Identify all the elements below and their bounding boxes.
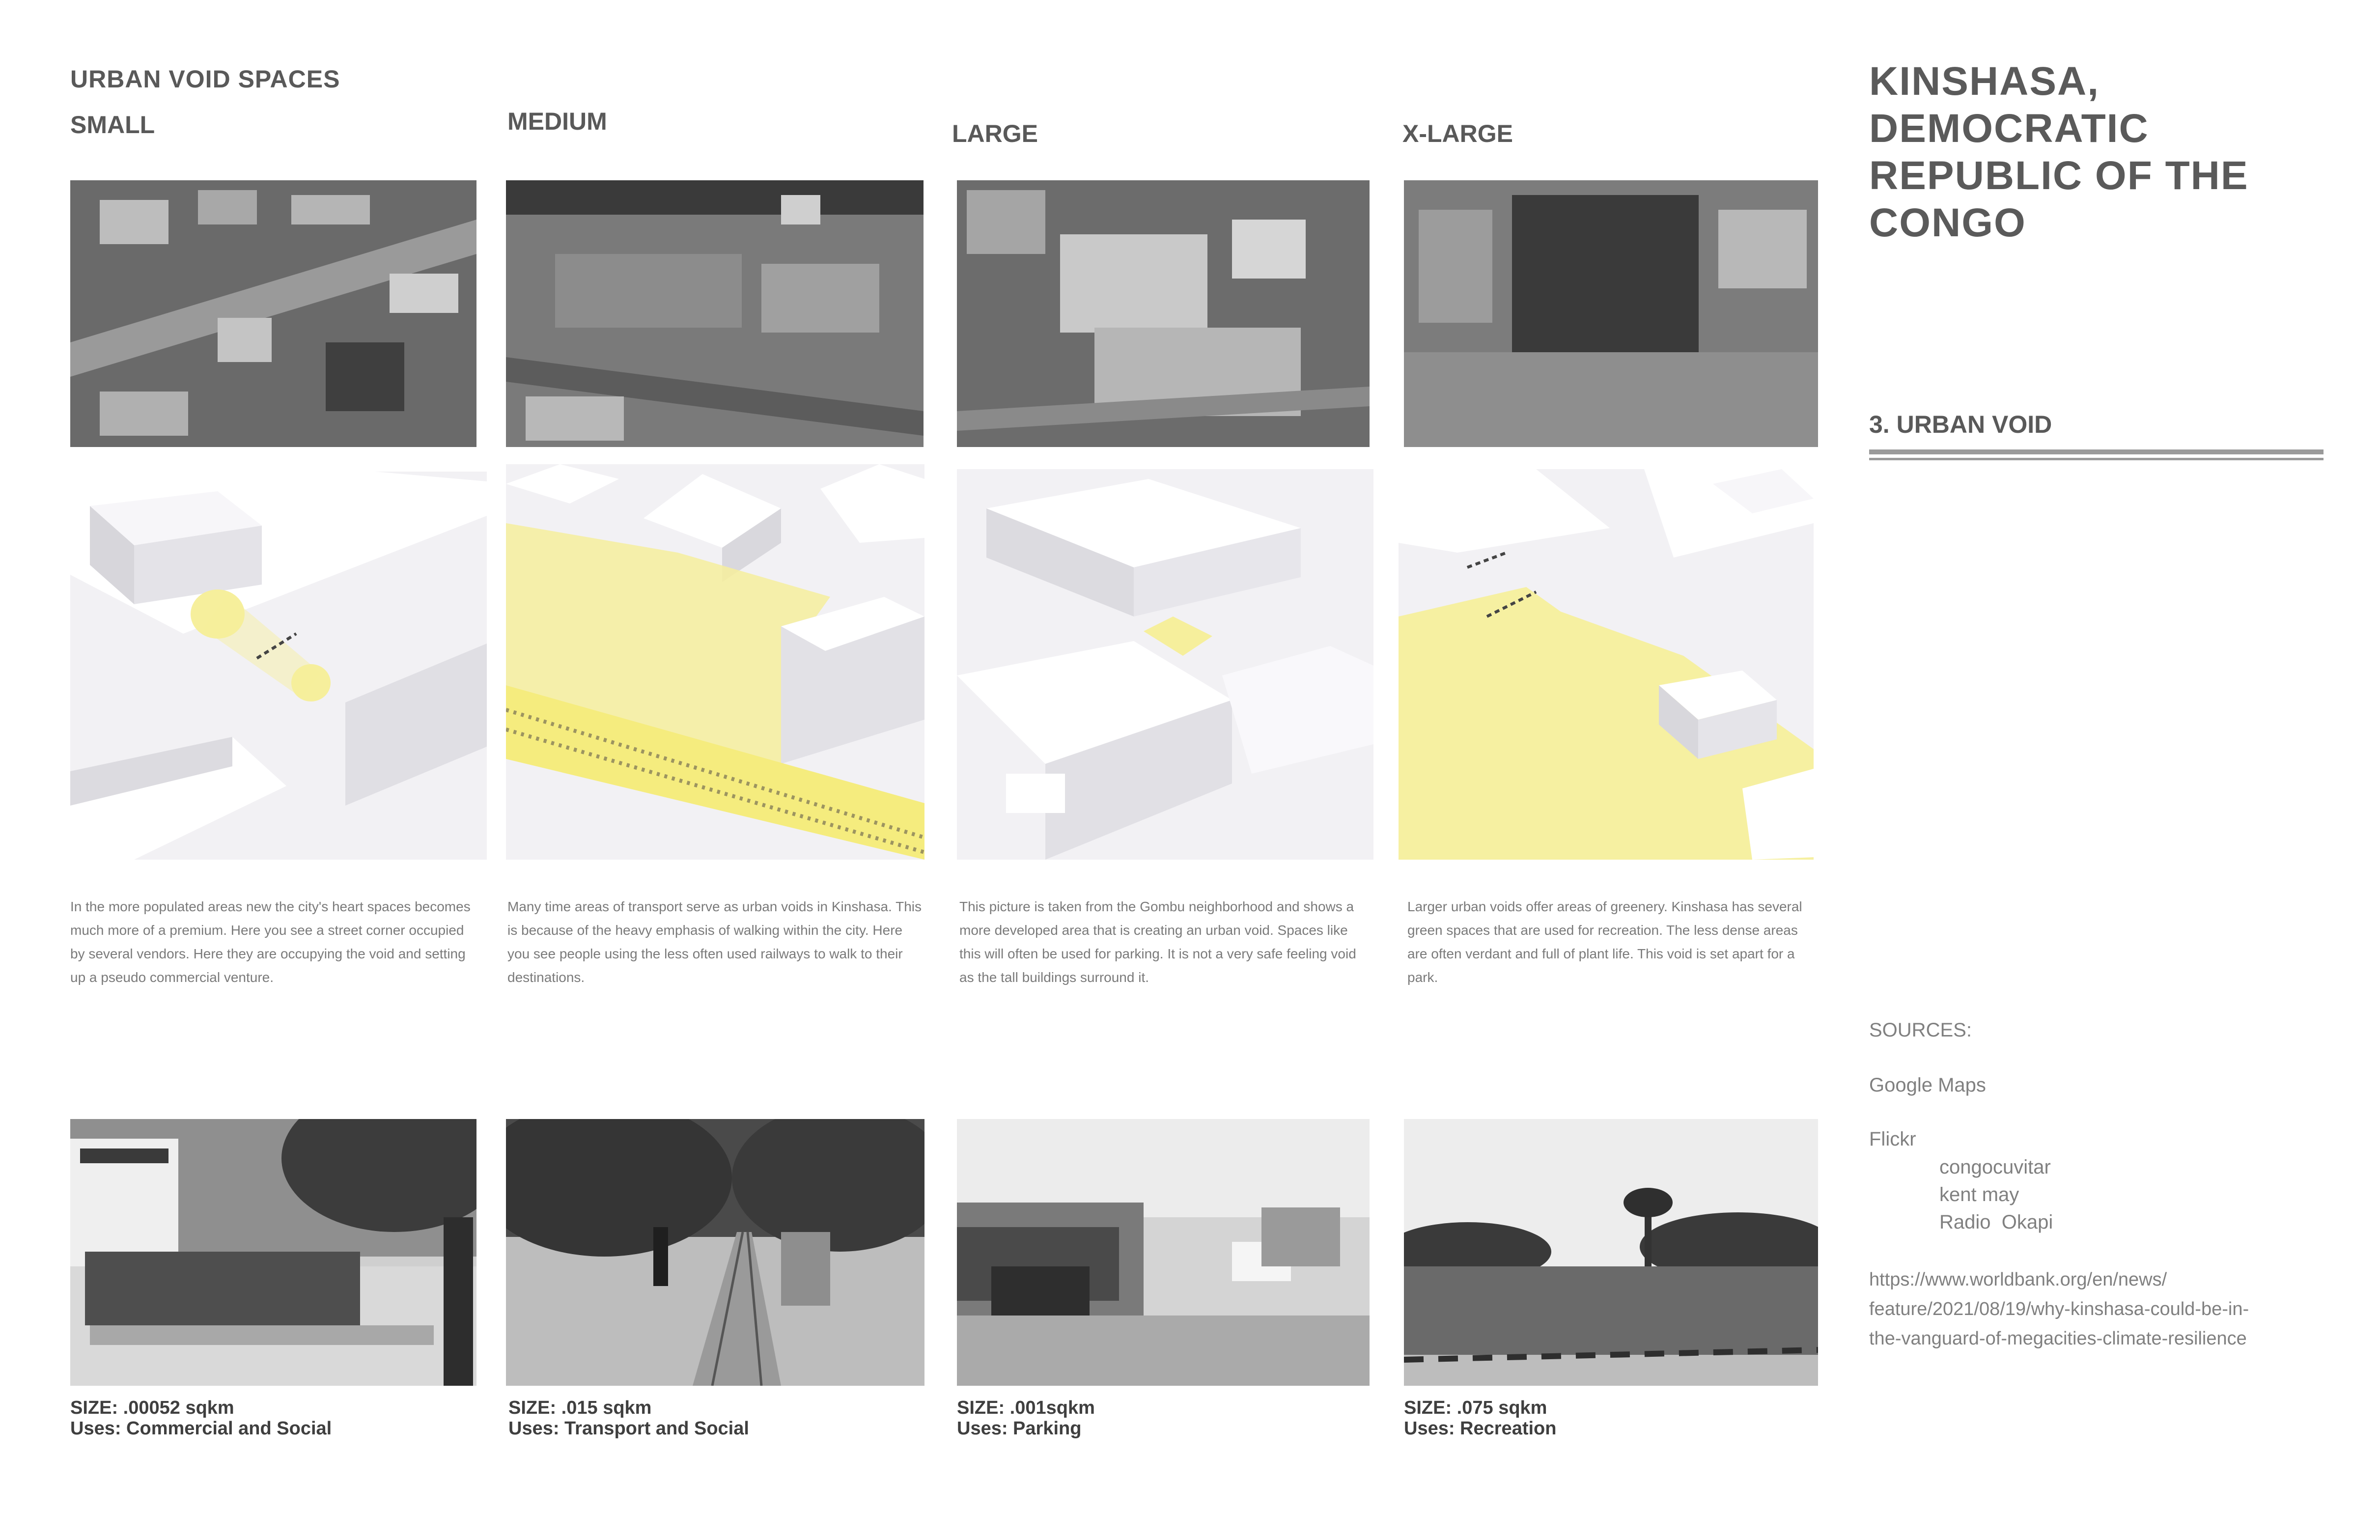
column-title-xlarge: X-LARGE <box>1402 120 1513 147</box>
photo-graphic-small <box>70 1119 476 1386</box>
size-xlarge <box>1404 1398 1556 1439</box>
column-title-small: SMALL <box>70 111 155 139</box>
photo-graphic-medium <box>506 1119 924 1386</box>
size-large <box>957 1398 1095 1439</box>
photo-large <box>957 1119 1370 1386</box>
render-graphic-small <box>70 472 487 860</box>
size-value-xlarge: SIZE: .075 sqkm <box>1404 1398 1547 1418</box>
aerial-graphic-medium <box>506 180 924 447</box>
photo-graphic-xlarge <box>1404 1119 1818 1386</box>
description-medium: Many time areas of transport serve as urban voids in Kinshasa. This is because of the heavy emphasis of walking within the city. Here you see people using the less often used railways to walk to their destinations. <box>507 899 922 985</box>
uses-large: Uses: Parking <box>957 1418 1082 1439</box>
render-image-small <box>70 472 487 860</box>
section-divider <box>1869 449 2324 454</box>
sources-label: SOURCES: <box>1869 1019 1972 1041</box>
photo-small <box>70 1119 476 1386</box>
section-divider-thin <box>1869 458 2324 460</box>
flickr-user: Radio Okapi <box>1939 1211 2053 1233</box>
render-graphic-medium <box>506 464 924 860</box>
uses-xlarge: Uses: Recreation <box>1404 1418 1557 1439</box>
size-value-large: SIZE: .001sqkm <box>957 1398 1095 1418</box>
location-line: DEMOCRATIC <box>1869 106 2149 151</box>
description-xlarge: Larger urban voids offer areas of greenery. Kinshasa has several green spaces that are used for recreation. The less dense areas are often verdant and full of plant life. This void is set apart for a park. <box>1407 899 1802 985</box>
flickr-user: congocuvitar <box>1939 1156 2051 1178</box>
location-line: KINSHASA, <box>1869 59 2100 104</box>
render-graphic-large <box>957 469 1373 860</box>
aerial-image-xlarge <box>1404 180 1818 447</box>
source-flickr: Flickr <box>1869 1128 1916 1150</box>
uses-medium: Uses: Transport and Social <box>508 1418 749 1439</box>
size-value-small: SIZE: .00052 sqkm <box>70 1398 234 1418</box>
location-title <box>1869 58 2311 247</box>
aerial-image-large <box>957 180 1370 447</box>
render-image-xlarge <box>1399 469 1814 860</box>
column-title-medium: MEDIUM <box>507 108 607 135</box>
render-image-medium <box>506 464 924 860</box>
source-google-maps: Google Maps <box>1869 1074 1986 1096</box>
description-large: This picture is taken from the Gombu neighborhood and shows a more developed area that is creating an urban void. Spaces like this will often be used for parking. It is not a very safe feeling void as the tall buildings surround it. <box>959 899 1356 985</box>
flickr-user: kent may <box>1939 1184 2019 1205</box>
location-line: REPUBLIC OF THE <box>1869 153 2249 198</box>
aerial-image-medium <box>506 180 924 447</box>
render-graphic-xlarge <box>1399 469 1814 860</box>
size-small <box>70 1398 332 1439</box>
render-image-large <box>957 469 1373 860</box>
source-url-line: the-vanguard-of-megacities-climate-resilience <box>1869 1328 2247 1349</box>
column-title-large: LARGE <box>952 120 1038 147</box>
aerial-graphic-xlarge <box>1404 180 1818 447</box>
source-url-line: feature/2021/08/19/why-kinshasa-could-be-in- <box>1869 1299 2249 1319</box>
source-url-line: https://www.worldbank.org/en/news/ <box>1869 1269 2167 1290</box>
aerial-graphic-large <box>957 180 1370 447</box>
aerial-image-small <box>70 180 476 447</box>
aerial-graphic-small <box>70 180 476 447</box>
uses-small: Uses: Commercial and Social <box>70 1418 332 1439</box>
size-medium <box>508 1398 749 1439</box>
page-title: URBAN VOID SPACES <box>70 65 340 93</box>
description-small: In the more populated areas new the city's heart spaces becomes much more of a premium. Here you see a street corner occupied by several vendors. Here they are occupying the void and setting up a pseudo commercial venture. <box>70 899 471 985</box>
location-line: CONGO <box>1869 200 2026 245</box>
photo-xlarge <box>1404 1119 1818 1386</box>
section-title: 3. URBAN VOID <box>1869 411 2052 438</box>
photo-graphic-large <box>957 1119 1370 1386</box>
size-value-medium: SIZE: .015 sqkm <box>508 1398 652 1418</box>
source-url <box>1869 1265 2311 1353</box>
photo-medium <box>506 1119 924 1386</box>
